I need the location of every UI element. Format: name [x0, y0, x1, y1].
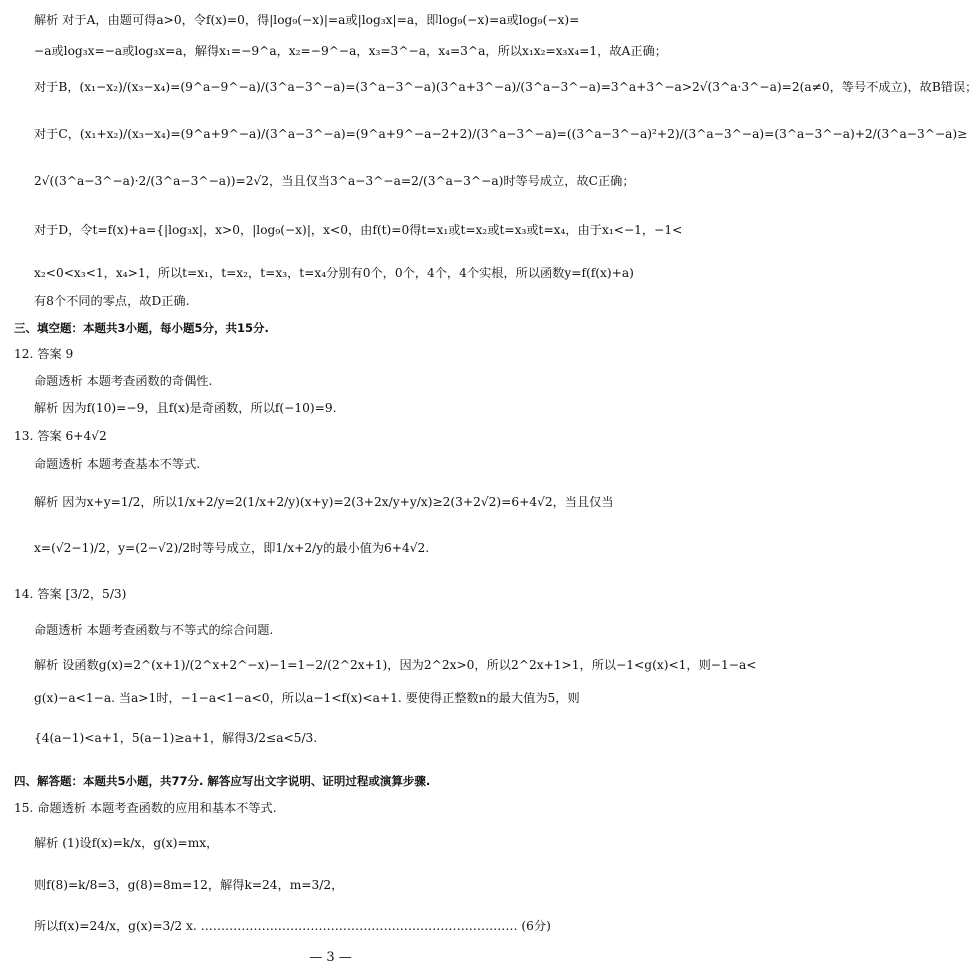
answer-heading: 12. 答案 9 [14, 347, 74, 361]
text-line: 对于D，令t=f(x)+a={|log₃x|，x>0，|log₉(−x)|，x<0，由f(t)=0得t=x₁或t=x₂或t=x₃或t=x₄，由于x₁<−1，−1< [34, 223, 683, 237]
answer-heading: 15. 命题透析 本题考查函数的应用和基本不等式. [14, 801, 277, 815]
text-line: {4(a−1)<a+1，5(a−1)≥a+1，解得3/2≤a<5/3. [34, 731, 318, 745]
text-line: −a或log₃x=−a或log₃x=a，解得x₁=−9^a，x₂=−9^−a，x₃=3^−a，x₄=3^a，所以x₁x₂=x₃x₄=1，故A正确； [34, 44, 667, 58]
text-line: 解析 (1)设f(x)=k/x，g(x)=mx， [34, 836, 219, 850]
answer-heading: 13. 答案 6+4√2 [14, 429, 107, 443]
section-heading: 三、填空题：本题共3小题，每小题5分，共15分. [14, 321, 269, 335]
text-line: 命题透析 本题考查基本不等式. [34, 457, 201, 471]
text-line: 有8个不同的零点，故D正确. [34, 294, 190, 308]
text-line: 解析 因为f(10)=−9，且f(x)是奇函数，所以f(−10)=9. [34, 401, 337, 415]
text-line: x=(√2−1)/2，y=(2−√2)/2时等号成立，即1/x+2/y的最小值为6+4√2. [34, 541, 430, 555]
text-line: g(x)−a<1−a. 当a>1时，−1−a<1−a<0，所以a−1<f(x)<a+1. 要使得正整数n的最大值为5，则 [34, 691, 580, 705]
answer-heading: 14. 答案 [3/2，5/3) [14, 587, 127, 601]
text-line: 2√((3^a−3^−a)·2/(3^a−3^−a))=2√2，当且仅当3^a−3^−a=2/(3^a−3^−a)时等号成立，故C正确； [34, 174, 635, 188]
text-line: 所以f(x)=24/x，g(x)=3/2 x. …………………………………………………………………… (6分) [34, 919, 551, 933]
text-line: 对于C，(x₁+x₂)/(x₃−x₄)=(9^a+9^−a)/(3^a−3^−a)=(9^a+9^−a−2+2)/(3^a−3^−a)=((3^a−3^−a)²+2)/(3^a−3^−a)=(3^a−3^−a)+2/(3^a−3^−a)≥ [34, 127, 968, 141]
text-line: 命题透析 本题考查函数的奇偶性. [34, 374, 213, 388]
text-line: 对于B，(x₁−x₂)/(x₃−x₄)=(9^a−9^−a)/(3^a−3^−a)=(3^a−3^−a)(3^a+3^−a)/(3^a−3^−a)=3^a+3^−a>2√(3^a·3^−a)=2(a≠0，等号不成立)，故B错误； [34, 80, 977, 94]
text-line: 解析 设函数g(x)=2^(x+1)/(2^x+2^−x)−1=1−2/(2^2x+1)，因为2^2x>0，所以2^2x+1>1，所以−1<g(x)<1，则−1−a< [34, 658, 757, 672]
text-line: 则f(8)=k/8=3，g(8)=8m=12，解得k=24，m=3/2， [34, 878, 344, 892]
section-heading: 四、解答题：本题共5小题，共77分. 解答应写出文字说明、证明过程或演算步骤. [14, 774, 431, 788]
page-number: — 3 — [309, 950, 352, 965]
text-line: 解析 因为x+y=1/2，所以1/x+2/y=2(1/x+2/y)(x+y)=2(3+2x/y+y/x)≥2(3+2√2)=6+4√2，当且仅当 [34, 495, 614, 509]
text-line: 解析 对于A，由题可得a>0，令f(x)=0，得|log₉(−x)|=a或|log₃x|=a，即log₉(−x)=a或log₉(−x)= [34, 13, 580, 27]
text-line: 命题透析 本题考查函数与不等式的综合问题. [34, 623, 274, 637]
text-line: x₂<0<x₃<1，x₄>1，所以t=x₁，t=x₂，t=x₃，t=x₄分别有0个，0个，4个，4个实根，所以函数y=f(f(x)+a) [34, 266, 634, 280]
